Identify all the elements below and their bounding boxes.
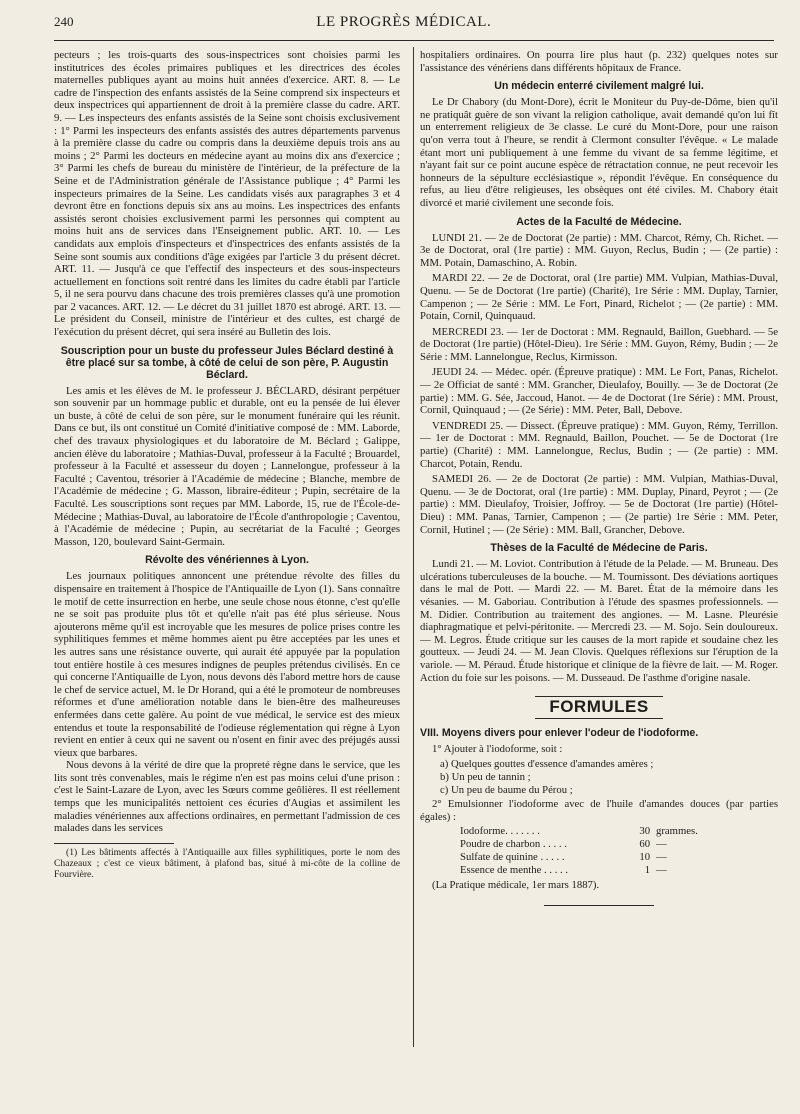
recipe-table (460, 825, 778, 876)
recipe-row (460, 825, 778, 838)
recipe-ingredient: Iodoforme. . . . . . . (460, 825, 540, 838)
acts-entry: JEUDI 24. — Médec. opér. (Épreuve pratique) : MM. Le Fort, Panas, Richelot. — 2e Officiat de santé : MM. Grancher, Dieulafoy, Bouilly. — 3e de Doctorat (2e partie) : MM. G. Sée, Jaccoud, Hanot. — 4e de Doctorat (1re Série) : MM. Proust, Cornil, Quinquaud ; — (2e Série) : MM. Peter, Ball, Debove. (420, 366, 778, 417)
section-title-lyon: Révolte des vénériennes à Lyon. (145, 554, 309, 567)
section-title-actes: Actes de la Faculté de Médecine. (516, 215, 682, 228)
formula-source: (La Pratique médicale, 1er mars 1887). (432, 878, 600, 891)
lyon-paragraph-1: Les journaux politiques annoncent une prétendue révolte des filles du dispensaire en traitement à l'hospice de l'Antiquaille de Lyon (1). Sans connaître le motif de cette insurrection en herbe, une seule chose nous étonne, c'est qu'elle ne se soit pas produite plus tôt et qu'elle n'ait pas été plus sérieuse. Nous ajouterons même qu'il est incroyable que les mesures de police prises contre les syphilitiques femmes et même hommes aient pu être acceptées par les unes et les autres sans une résistance ouverte, qui aurait été appuyée par la population tout entière hostile à ces mesures indignes de peuples prétendus civilisés. En ce qui concerne l'Antiquaille de Lyon, nous devons dès l'abord mettre hors de cause le chef de service actuel, M. le Dr Horand, qui a été le promoteur de nombreuses réformes et d'une amélioration notable dans le bien-être des malheureuses enfermées dans cette galère. Au point de vue médical, le service est des mieux entendus et toute la responsabilité de l'odieuse réglementation qui règne à Lyon revient en entier à ceux qui ne savent ou n'osent en finir avec des préjugés aussi vieux que barbares. (54, 570, 401, 759)
decree-text: pecteurs ; les trois-quarts des sous-inspectrices sont choisies parmi les institutrices des écoles primaires publiques et les directrices des écoles maternelles publiques ayant au moins huit années d'exercice. ART. 8. — Le cadre de l'inspection des enfants assistés de la Seine comprend six inspecteurs et deux inspectrices qui appartiennent de droit à la première classe du cadre. ART. 9. — Les inspecteurs des enfants assistés de la Seine sont choisis exclusivement : 1° Parmi les inspecteurs des enfants assistés des autres départements parvenus à la première classe du cadre ou compris dans la deuxième depuis trois ans au moins ; 2° Parmi les docteurs en médecine ayant au moins dix ans d'exercice ; 3° Parmi les chefs de bureau du ministère de l'intérieur, de la préfecture de la Seine et de l'Administration générale de l'Assistance publique ; 4° Parmi les inspecteurs primaires de la Seine. Les candidats visés aux paragraphes 3 et 4 devront être en fonctions depuis six ans au moins. Les inspectrices des enfants assistés seront choisies exclusivement parmi les personnes qui comptent au moins huit ans de services dans l'Enseignement public. ART. 10. — Les candidats aux emplois d'inspecteurs et d'inspectrices des enfants assistés de la Seine sont soumis aux conditions d'âge exigées par l'article 3 du présent décret. ART. 11. — Jusqu'à ce que l'effectif des inspecteurs et des sous-inspecteurs actuellement en fonctions soit rentré dans les limites du cadre établi par l'article 5, il ne sera pourvu dans chacune des trois premières classes qu'à une promotion par 2 vacances. ART. 12. — Le décret du 31 juillet 1870 est abrogé. ART. 13. — Le président du Conseil, ministre de l'intérieur et des cultes, est chargé de l'exécution du présent décret, qui sera inséré au Bulletin des lois. (54, 49, 401, 339)
acts-entry: MERCREDI 23. — 1er de Doctorat : MM. Regnauld, Baillon, Guebhard. — 5e de Doctorat (1re partie) (Hôtel-Dieu). 1re Série : MM. Guyon, Rémy, Budin ; — 2e Série : MM. Lannelongue, Reclus, Kirmisson. (420, 325, 778, 363)
theses-text: Lundi 21. — M. Loviot. Contribution à l'étude de la Pelade. — M. Bruneau. Des ulcérations tuberculeuses de la bouche. — M. Toumissont. Des déviations aortiques dans le mal de Pott. — Mardi 22. — M. Baret. État de la mémoire dans les vésanies. — M. Gaboriau. Contribution à l'étude des spasmes professionnels. — M. Didier. Contribution au traitement des angiones. — M. Lasne. Pleurésie diaphragmatique et pelvi-péritonite. — Mercredi 23. — M. Sojo. Sein douloureux. — M. Legros. Étude critique sur les causes de la mort rapide et soudaine chez les goutteux. — Jeudi 24. — M. Jean Clovis. Quelques réflexions sur l'éruption de la variole. — M. Péraud. Étude historique et clinique de la fièvre de lait. — M. Roger. Action du foie sur les poisons. — M. Dusseaud. De l'asthme d'origine nasale. (420, 558, 778, 684)
recipe-ingredient: Poudre de charbon . . . . . (460, 838, 567, 851)
recipe-unit: — (656, 851, 667, 864)
end-rule (420, 897, 778, 910)
journal-title: LE PROGRÈS MÉDICAL. (316, 14, 492, 30)
formules-title: FORMULES (535, 696, 662, 719)
recipe-quantity: 30 (639, 825, 651, 838)
continuation-text: hospitaliers ordinaires. On pourra lire plus haut (p. 232) quelques notes sur l'assistance des vénériens dans différents hôpitaux de France. (420, 49, 778, 74)
formula-option: b) Un peu de tannin ; (440, 770, 531, 783)
recipe-quantity: 10 (639, 851, 651, 864)
formula-step-1: 1° Ajouter à l'iodoforme, soit : (432, 743, 563, 756)
section-title-chabory: Un médecin enterré civilement malgré lui. (494, 80, 704, 93)
left-column (54, 49, 408, 916)
recipe-ingredient: Essence de menthe . . . . . (460, 863, 569, 876)
chabory-text: Le Dr Chabory (du Mont-Dore), écrit le Moniteur du Puy-de-Dôme, bien qu'il ne pratiquât guère de son vivant la religion catholique, avait demandé qu'on lui fît un enterrement religieux de 3e classe. Le curé du Mont-Dore, pour une raison qu'on verra tout à l'heure, se rendit à Clermont consulter l'évêque. « Le malade étant mort uni publiquement à une femme du vivant de sa femme légitime, et n'ayant fait sur ce point aucune espèce de rétractation connue, ne peut recevoir les honneurs de la sépulture ecclésiastique », répondit l'évêque. En conséquence du refus, au lieu d'être religieuses, les obsèques ont été civiles. M. Chabory était divorcé et marié civilement une seconde fois. (420, 96, 778, 209)
formula-option: c) Un peu de baume du Pérou ; (440, 783, 573, 796)
recipe-unit: — (656, 863, 667, 876)
acts-entry: MARDI 22. — 2e de Doctorat, oral (1re partie) MM. Vulpian, Mathias-Duval, Quenu. — 5e de Doctorat (1re partie) (Charité), 1re Série : MM. Duplay, Tarnier, Campenon ; — 2e Série : MM. Le Fort, Pinard, Richelot ; — (2e partie) : MM. Potain, Cornil, Quinquaud. (420, 272, 778, 323)
footnote-rule (54, 843, 174, 844)
recipe-quantity: 60 (639, 838, 651, 851)
recipe-unit: grammes. (656, 825, 698, 838)
section-title-beclard: Souscription pour un buste du professeur Jules Béclard destiné à être placé sur sa tombe, à côté de celui de son père, P. Augustin Béclard. (60, 344, 394, 381)
page-number: 240 (54, 14, 74, 29)
acts-entry: LUNDI 21. — 2e de Doctorat (2e partie) : MM. Charcot, Rémy, Ch. Richet. — 3e de Doctorat, oral (1re partie) : MM. Guyon, Reclus, Budin ; — (2e partie) : MM. Potain, Damaschino, A. Robin. (420, 231, 778, 269)
beclard-text: Les amis et les élèves de M. le professeur J. BÉCLARD, désirant perpétuer son souvenir par un hommage public et durable, ont eu la pensée de lui élever un buste, à côté de celui de son père, sur le monument funéraire qui les réunit. Dans ce but, ils ont constitué un Comité d'initiative composé de : MM. Laborde, chef des travaux physiologiques et du laboratoire de M. Béclard ; Galippe, ancien élève du laboratoire ; Mathias-Duval, professeur à la Faculté ; Brouardel, professeur à la Faculté et assesseur du doyen ; Lannelongue, professeur à la Faculté ; Caventou, trésorier à l'Académie de médecine ; Blanche, membre de l'Académie de médecine ; G. Masson, libraire-éditeur ; Pupin, secrétaire de la Faculté. Les souscriptions sont reçues par MM. Laborde, 15, rue de l'École-de-Médecine ; Mathias-Duval, au laboratoire de l'École d'anthropologie ; Caventou, à l'Académie de médecine ; Pupin, au secrétariat de la Faculté ; Georges Masson, 120, boulevard Saint-Germain. (54, 384, 401, 548)
page-header (54, 14, 774, 41)
formules-heading (420, 696, 778, 719)
two-column-body (54, 49, 778, 916)
formula-option: a) Quelques gouttes d'essence d'amandes amères ; (440, 757, 654, 770)
section-title-theses: Thèses de la Faculté de Médecine de Paris. (490, 542, 708, 555)
formula-title: VIII. Moyens divers pour enlever l'odeur de l'iodoforme. (420, 726, 699, 739)
recipe-quantity: 1 (644, 863, 651, 876)
acts-entry: SAMEDI 26. — 2e de Doctorat (2e partie) : MM. Vulpian, Mathias-Duval, Quenu. — 3e de Doctorat, oral (1re partie) : MM. Duplay, Pinard, Peyrot ; — (2e partie) : MM. Dieulafoy, Troisier, Joffroy. — 5e de Doctorat (1re partie) (Hôtel-Dieu) : MM. Panas, Tarnier, Campenon ; — (2e partie) 1re Série : MM. Peter, Cornil, Hutinel ; — (2e Série) : MM. Ball, Grancher, Debove. (420, 473, 778, 536)
footnote: (1) Les bâtiments affectés à l'Antiquaille aux filles syphilitiques, porte le nom des Chazeaux ; c'est ce vieux bâtiment, à plafond bas, situé à mi-côte de la colline de Fourvière. (54, 846, 401, 880)
column-divider (413, 47, 414, 1047)
recipe-row (460, 851, 778, 864)
formula-options (440, 758, 778, 796)
formula-step-2: 2° Emulsionner l'iodoforme avec de l'huile d'amandes douces (par parties égales) : (420, 798, 778, 823)
lyon-paragraph-2: Nous devons à la vérité de dire que la propreté règne dans le service, que les lits sont très convenables, mais le régime n'en est pas moins celui d'une prison : c'est le Saint-Lazare de Lyon, avec les Sœurs comme geôlières. Il est réellement temps que les municipalités nettoient ces écuries d'Augias et assimilent les maladies vénériennes aux affections ordinaires, en permettant l'admission de ces malades dans les services (54, 759, 401, 835)
acts-entry: VENDREDI 25. — Dissect. (Épreuve pratique) : MM. Guyon, Rémy, Terrillon. — 1er de Doctorat : MM. Regnauld, Baillon, Pouchet. — 5e de Doctorat (1re partie) (Charité) : MM. Lannelongue, Reclus, Budin ; — (2e partie) : MM. Charcot, Potain, Rendu. (420, 419, 778, 470)
recipe-row (460, 838, 778, 851)
recipe-row (460, 864, 778, 877)
recipe-unit: — (656, 838, 667, 851)
recipe-ingredient: Sulfate de quinine . . . . . (460, 851, 565, 864)
right-column (408, 49, 778, 916)
